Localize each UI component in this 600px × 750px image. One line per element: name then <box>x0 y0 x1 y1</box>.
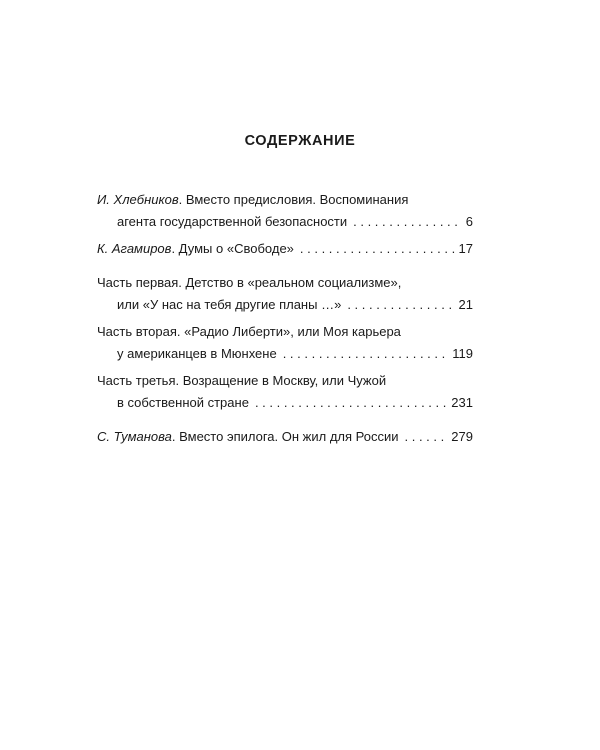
toc-entry-line <box>97 343 473 365</box>
dot-leader <box>255 392 447 414</box>
toc-entry-line <box>97 321 473 343</box>
toc-entry-page: 119 <box>452 346 473 361</box>
toc-entry-line <box>97 211 473 233</box>
toc-entry-author: И. Хлебников <box>97 192 179 207</box>
page-title: СОДЕРЖАНИЕ <box>244 133 356 149</box>
toc-entry-title: . Вместо эпилога. Он жил для России <box>171 429 399 444</box>
toc-entry-author: С. Туманова <box>97 429 172 444</box>
toc-entry-page: 17 <box>458 241 473 256</box>
toc-entry-epilogue[interactable] <box>97 426 473 448</box>
toc-entry-page: 6 <box>465 214 473 229</box>
toc-entry-page: 231 <box>451 395 473 410</box>
toc-entry-title: Часть первая. Детство в «реальном социализме», <box>97 275 402 290</box>
toc-entry-title-cont: агента государственной безопасности <box>117 214 348 229</box>
toc-entry-foreword[interactable] <box>97 189 473 233</box>
dot-leader <box>283 343 449 365</box>
toc-entry-title: Часть третья. Возращение в Москву, или Чужой <box>97 373 387 388</box>
toc-entry-title: . Вместо предисловия. Воспоминания <box>178 192 409 207</box>
toc-entry-author: К. Агамиров <box>97 241 172 256</box>
dot-leader <box>405 426 448 448</box>
toc-entry-dumy[interactable] <box>97 238 473 260</box>
table-of-contents <box>97 189 473 448</box>
toc-entry-page: 279 <box>451 429 473 444</box>
toc-entry-title-cont: или «У нас на тебя другие планы …» <box>117 297 342 312</box>
dot-leader <box>347 294 454 316</box>
toc-entry-part-two[interactable] <box>97 321 473 365</box>
toc-entry-line <box>97 392 473 414</box>
toc-entry-title: Часть вторая. «Радио Либерти», или Моя карьера <box>97 324 401 339</box>
toc-entry-title-cont: у американцев в Мюнхене <box>117 346 277 361</box>
toc-entry-line <box>97 272 473 294</box>
dot-leader <box>353 211 462 233</box>
toc-entry-title-cont: в собственной стране <box>117 395 249 410</box>
dot-leader <box>300 238 455 260</box>
toc-entry-line <box>97 370 473 392</box>
toc-entry-line <box>97 189 473 211</box>
toc-entry-title: . Думы о «Свободе» <box>171 241 294 256</box>
toc-entry-line <box>97 294 473 316</box>
toc-entry-part-three[interactable] <box>97 370 473 414</box>
toc-entry-part-one[interactable] <box>97 272 473 316</box>
toc-entry-line <box>97 426 473 448</box>
toc-entry-line <box>97 238 473 260</box>
toc-entry-page: 21 <box>458 297 473 312</box>
